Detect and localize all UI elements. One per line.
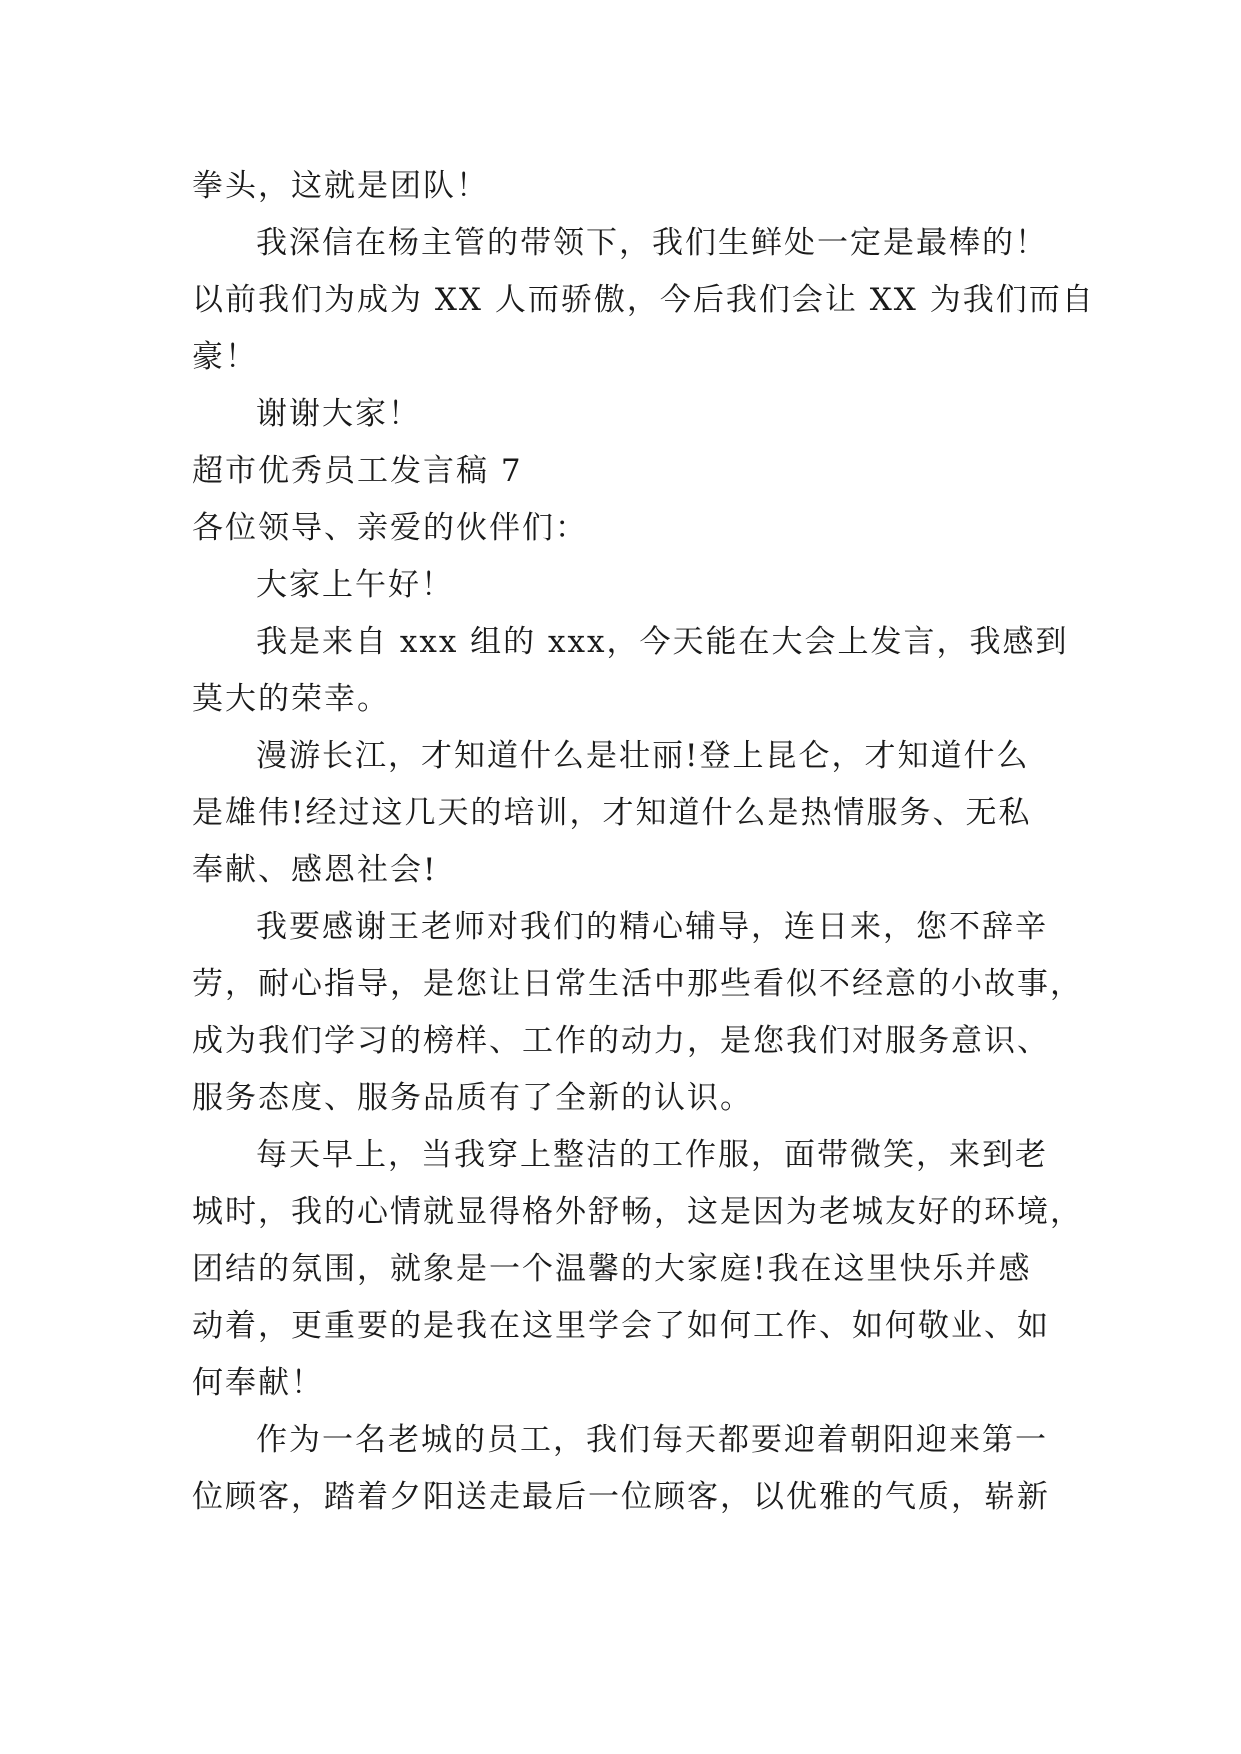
paragraph-first-line: 每天早上，当我穿上整洁的工作服，面带微笑，来到老 <box>256 1137 1048 1173</box>
salutation: 各位领导、亲爱的伙伴们： <box>192 510 588 546</box>
paragraph-first-line: 我深信在杨主管的带领下，我们生鲜处一定是最棒的！ <box>256 225 1048 261</box>
body-text-line: 城时，我的心情就显得格外舒畅，这是因为老城友好的环境， <box>192 1194 1083 1230</box>
paragraph-first-line: 我是来自 xxx 组的 xxx，今天能在大会上发言，我感到 <box>256 624 1069 660</box>
body-text-line: 成为我们学习的榜样、工作的动力，是您我们对服务意识、 <box>192 1023 1050 1059</box>
greeting: 大家上午好！ <box>256 567 454 603</box>
body-text-line: 是雄伟!经过这几天的培训，才知道什么是热情服务、无私 <box>192 795 1032 831</box>
body-text-line: 服务态度、服务品质有了全新的认识。 <box>192 1080 753 1116</box>
body-text-line: 奉献、感恩社会! <box>192 852 438 888</box>
body-text-line: 团结的氛围，就象是一个温馨的大家庭!我在这里快乐并感 <box>192 1251 1032 1287</box>
section-heading: 超市优秀员工发言稿 7 <box>192 453 523 489</box>
body-text-line: 动着，更重要的是我在这里学会了如何工作、如何敬业、如 <box>192 1308 1050 1344</box>
body-text-line: 莫大的荣幸。 <box>192 681 390 717</box>
body-text-line: 位顾客，踏着夕阳送走最后一位顾客，以优雅的气质，崭新 <box>192 1479 1050 1515</box>
body-text-line: 豪！ <box>192 339 258 375</box>
paragraph-first-line: 我要感谢王老师对我们的精心辅导，连日来，您不辞辛 <box>256 909 1048 945</box>
body-text-line: 劳，耐心指导，是您让日常生活中那些看似不经意的小故事， <box>192 966 1083 1002</box>
body-text-line: 以前我们为成为 XX 人而骄傲，今后我们会让 XX 为我们而自 <box>192 282 1095 318</box>
paragraph-first-line: 作为一名老城的员工，我们每天都要迎着朝阳迎来第一 <box>256 1422 1048 1458</box>
body-text-line: 何奉献！ <box>192 1365 324 1401</box>
paragraph-first-line: 漫游长江，才知道什么是壮丽!登上昆仑，才知道什么 <box>256 738 1030 774</box>
paragraph-first-line: 谢谢大家！ <box>256 396 421 432</box>
body-text-line: 拳头，这就是团队！ <box>192 168 489 204</box>
